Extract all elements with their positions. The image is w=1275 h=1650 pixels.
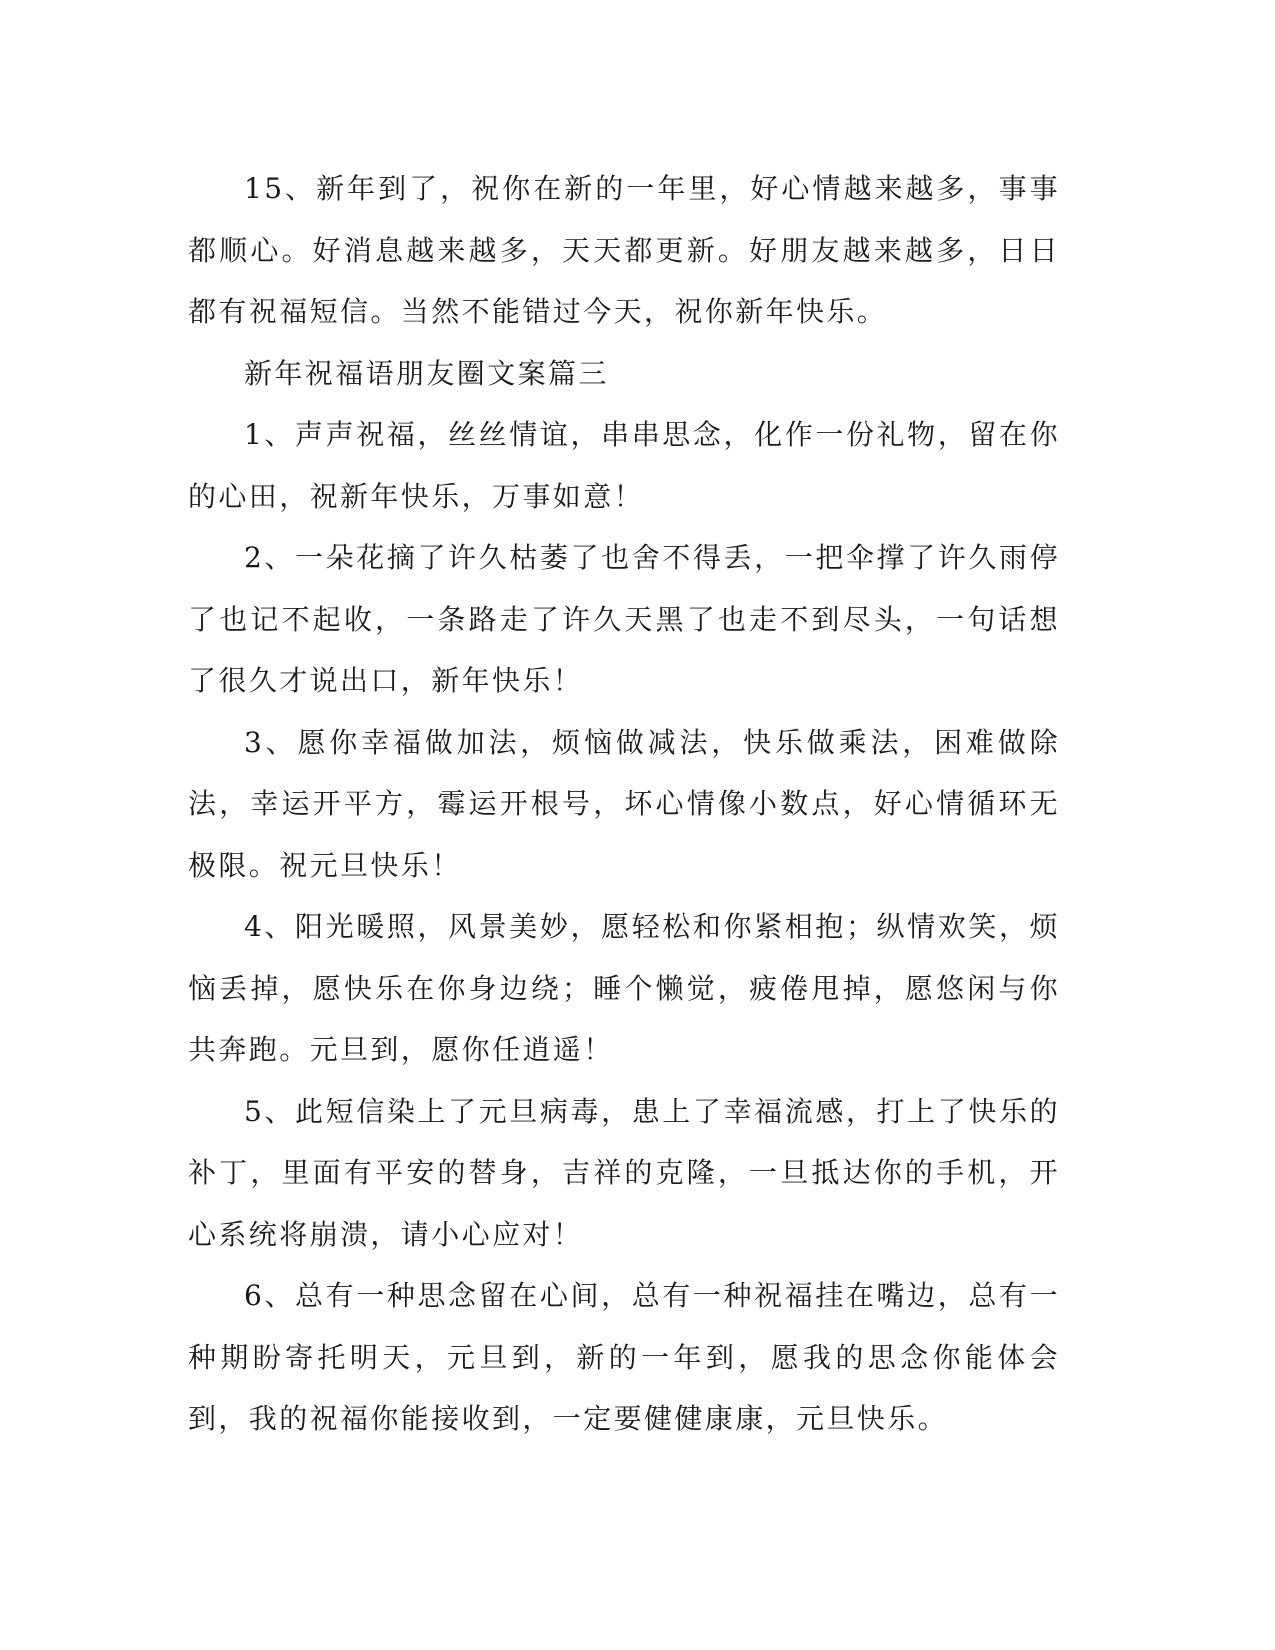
paragraph-1: 1、声声祝福，丝丝情谊，串串思念，化作一份礼物，留在你的心田，祝新年快乐，万事如意！ <box>188 418 1060 513</box>
paragraph-5: 5、此短信染上了元旦病毒，患上了幸福流感，打上了快乐的补丁，里面有平安的替身，吉祥的克隆，一旦抵达你的手机，开心系统将崩溃，请小心应对！ <box>188 1094 1060 1251</box>
paragraph-2: 2、一朵花摘了许久枯萎了也舍不得丢，一把伞撑了许久雨停了也记不起收，一条路走了许久天黑了也走不到尽头，一句话想了很久才说出口，新年快乐！ <box>188 541 1060 697</box>
paragraph-6: 6、总有一种思念留在心间，总有一种祝福挂在嘴边，总有一种期盼寄托明天，元旦到，新的一年到，愿我的思念你能体会到，我的祝福你能接收到，一定要健健康康，元旦快乐。 <box>188 1279 1060 1435</box>
paragraph-15: 15、新年到了，祝你在新的一年里，好心情越来越多，事事都顺心。好消息越来越多，天天都更新。好朋友越来越多，日日都有祝福短信。当然不能错过今天，祝你新年快乐。 <box>188 172 1060 328</box>
paragraph-3: 3、愿你幸福做加法，烦恼做减法，快乐做乘法，困难做除法，幸运开平方，霉运开根号，坏心情像小数点，好心情循环无极限。祝元旦快乐！ <box>188 725 1060 882</box>
paragraph-4: 4、阳光暖照，风景美妙，愿轻松和你紧相抱；纵情欢笑，烦恼丢掉，愿快乐在你身边绕；睡个懒觉，疲倦甩掉，愿悠闲与你共奔跑。元旦到，愿你任逍遥！ <box>188 910 1060 1066</box>
section-heading: 新年祝福语朋友圈文案篇三 <box>244 356 609 390</box>
document-body <box>188 158 1060 1450</box>
